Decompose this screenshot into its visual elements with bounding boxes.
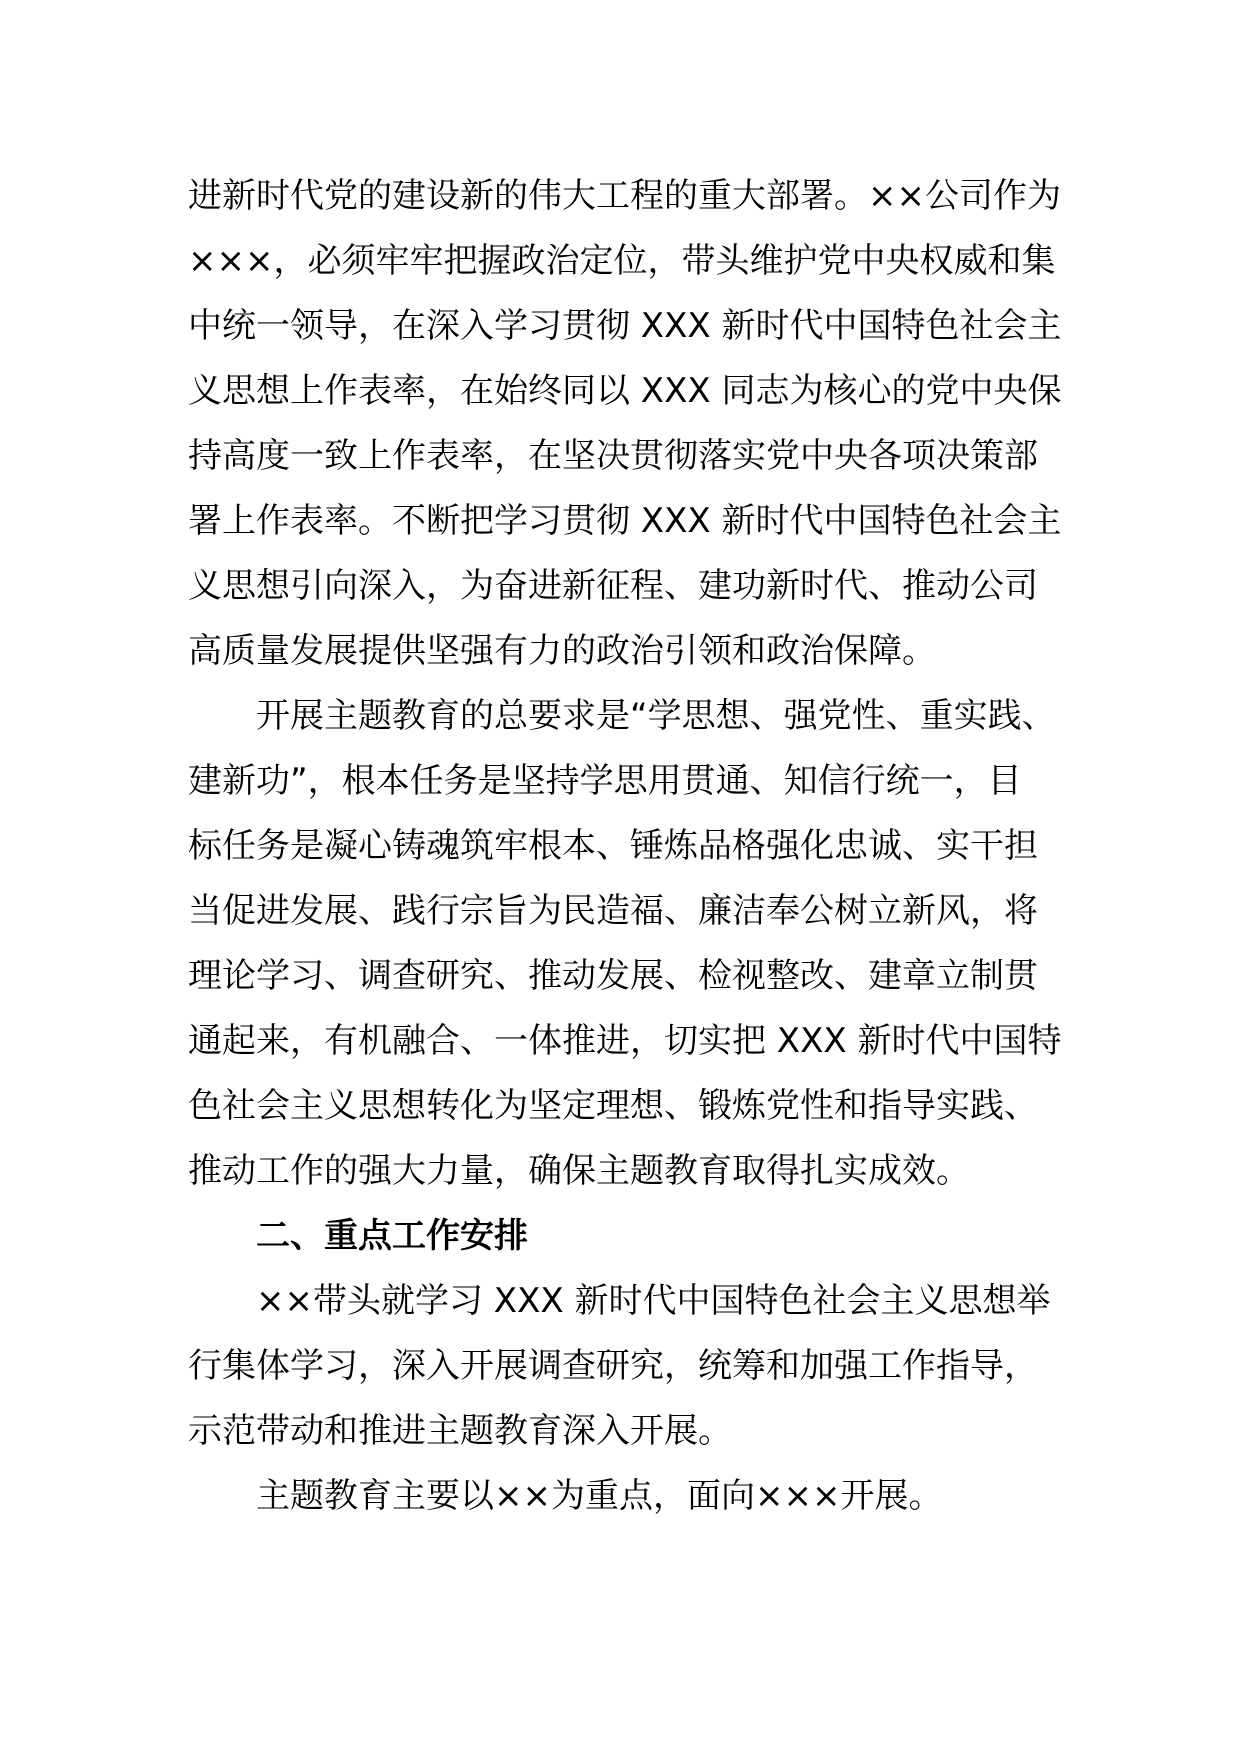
text-line: 通起来，有机融合、一体推进，切实把 XXX 新时代中国特 bbox=[188, 1021, 1062, 1061]
document-body bbox=[188, 164, 1062, 1529]
text-line: 高质量发展提供坚强有力的政治引领和政治保障。 bbox=[188, 631, 936, 671]
text-line: 持高度一致上作表率，在坚决贯彻落实党中央各项决策部 bbox=[188, 436, 1038, 476]
text-line: 中统一领导，在深入学习贯彻 XXX 新时代中国特色社会主 bbox=[188, 306, 1062, 346]
text-line: 当促进发展、践行宗旨为民造福、廉洁奉公树立新风，将 bbox=[188, 891, 1038, 931]
paragraph-first-line: 主题教育主要以××为重点，面向×××开展。 bbox=[256, 1476, 943, 1516]
text-line: 义思想上作表率，在始终同以 XXX 同志为核心的党中央保 bbox=[188, 371, 1062, 411]
text-line: 理论学习、调查研究、推动发展、检视整改、建章立制贯 bbox=[188, 956, 1038, 996]
text-line: 推动工作的强大力量，确保主题教育取得扎实成效。 bbox=[188, 1151, 970, 1191]
paragraph-first-line: ××带头就学习 XXX 新时代中国特色社会主义思想举 bbox=[256, 1281, 1051, 1321]
text-line: ×××，必须牢牢把握政治定位，带头维护党中央权威和集 bbox=[188, 241, 1056, 281]
text-line: 行集体学习，深入开展调查研究，统筹和加强工作指导， bbox=[188, 1346, 1038, 1386]
text-line: 建新功”，根本任务是坚持学思用贯通、知信行统一，目 bbox=[188, 761, 1022, 801]
text-line: 标任务是凝心铸魂筑牢根本、锤炼品格强化忠诚、实干担 bbox=[188, 826, 1038, 866]
text-line: 示范带动和推进主题教育深入开展。 bbox=[188, 1411, 732, 1451]
text-line: 义思想引向深入，为奋进新征程、建功新时代、推动公司 bbox=[188, 566, 1038, 606]
paragraph-first-line: 开展主题教育的总要求是“学思想、强党性、重实践、 bbox=[256, 696, 1056, 736]
text-line: 署上作表率。不断把学习贯彻 XXX 新时代中国特色社会主 bbox=[188, 501, 1062, 541]
section-heading: 二、重点工作安排 bbox=[256, 1216, 528, 1256]
text-line: 色社会主义思想转化为坚定理想、锻炼党性和指导实践、 bbox=[188, 1086, 1038, 1126]
text-line: 进新时代党的建设新的伟大工程的重大部署。××公司作为 bbox=[188, 176, 1061, 216]
